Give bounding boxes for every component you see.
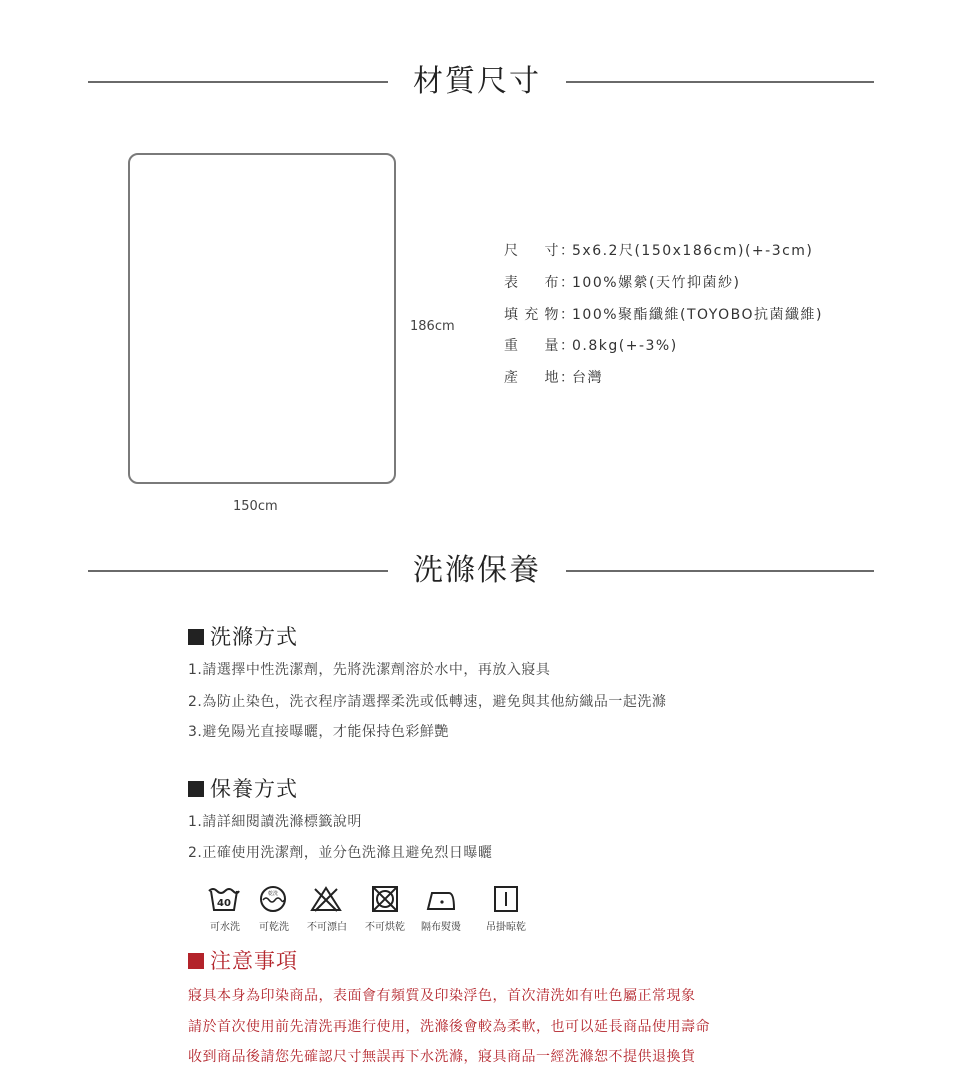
- care-symbol-label: 可水洗: [210, 922, 240, 933]
- spec-value: 5x6.2尺(150x186cm)(+-3cm): [572, 243, 814, 259]
- width-dimension-label: 150cm: [233, 499, 278, 514]
- care-symbol-label: 吊掛晾乾: [486, 922, 526, 933]
- height-dimension-label: 186cm: [410, 319, 455, 334]
- care-section-title: 洗滌保養: [413, 553, 541, 588]
- divider-line: [88, 81, 388, 83]
- notice-item: 請於首次使用前先清洗再進行使用，洗滌後會較為柔軟，也可以延長商品使用壽命: [188, 1019, 710, 1035]
- square-bullet-icon: [188, 953, 204, 969]
- square-bullet-icon: [188, 629, 204, 645]
- spec-value: 台灣: [572, 370, 603, 386]
- spec-value: 100%嫘縈(天竹抑菌紗): [572, 275, 741, 291]
- spec-value: 100%聚酯纖維(TOYOBO抗菌纖維): [572, 307, 823, 323]
- no-tumble-dry-icon: [369, 885, 401, 913]
- care-section-header: [0, 551, 960, 591]
- size-diagram-box: [128, 153, 396, 484]
- care-symbol-label: 隔布熨燙: [421, 922, 461, 933]
- spec-label: 填充物: [504, 307, 560, 323]
- dry-clean-icon: [257, 885, 289, 913]
- hang-dry-icon: [490, 885, 522, 913]
- spec-row-origin: 產 地：台灣: [504, 367, 603, 389]
- svg-text:乾洗: 乾洗: [267, 891, 279, 897]
- divider-line: [566, 570, 874, 572]
- care-symbol-label: 不可烘乾: [365, 922, 405, 933]
- care-symbol-label: 可乾洗: [259, 922, 289, 933]
- spec-label: 表 布: [504, 275, 560, 291]
- maintenance-heading: 保養方式: [188, 776, 298, 802]
- spec-row-weight: 重 量：0.8kg(+-3%): [504, 335, 678, 357]
- divider-line: [566, 81, 874, 83]
- no-bleach-icon: [310, 885, 342, 913]
- wash-40-icon: [208, 885, 240, 913]
- notice-item: 收到商品後請您先確認尺寸無誤再下水洗滌，寢具商品一經洗滌恕不提供退換貨: [188, 1049, 696, 1065]
- spec-row-fabric: 表 布：100%嫘縈(天竹抑菌紗): [504, 272, 740, 294]
- spec-row-size: 尺 寸：5x6.2尺(150x186cm)(+-3cm): [504, 240, 813, 262]
- list-item: 1.請詳細閱讀洗滌標籤說明: [188, 814, 362, 830]
- list-item: 3.避免陽光直接曝曬，才能保持色彩鮮艷: [188, 724, 449, 740]
- square-bullet-icon: [188, 781, 204, 797]
- spec-label: 重 量: [504, 338, 560, 354]
- svg-text:40: 40: [217, 898, 231, 909]
- list-item: 2.正確使用洗潔劑，並分色洗滌且避免烈日曝曬: [188, 845, 493, 861]
- list-item: 2.為防止染色，洗衣程序請選擇柔洗或低轉速，避免與其他紡織品一起洗滌: [188, 694, 667, 710]
- spec-value: 0.8kg(+-3%): [572, 338, 678, 354]
- material-section-title: 材質尺寸: [413, 64, 541, 99]
- material-section-header: [0, 62, 960, 102]
- washing-heading: 洗滌方式: [188, 624, 298, 650]
- notice-item: 寢具本身為印染商品，表面會有頻質及印染浮色，首次清洗如有吐色屬正常現象: [188, 988, 696, 1004]
- list-item: 1.請選擇中性洗潔劑，先將洗潔劑溶於水中，再放入寢具: [188, 662, 551, 678]
- care-symbol-label: 不可漂白: [307, 922, 347, 933]
- iron-with-cloth-icon: [425, 885, 457, 913]
- divider-line: [88, 570, 388, 572]
- notice-heading: 注意事項: [188, 948, 298, 974]
- spec-label: 產 地: [504, 370, 560, 386]
- spec-label: 尺 寸: [504, 243, 560, 259]
- spec-row-filling: 填充物：100%聚酯纖維(TOYOBO抗菌纖維): [504, 304, 823, 326]
